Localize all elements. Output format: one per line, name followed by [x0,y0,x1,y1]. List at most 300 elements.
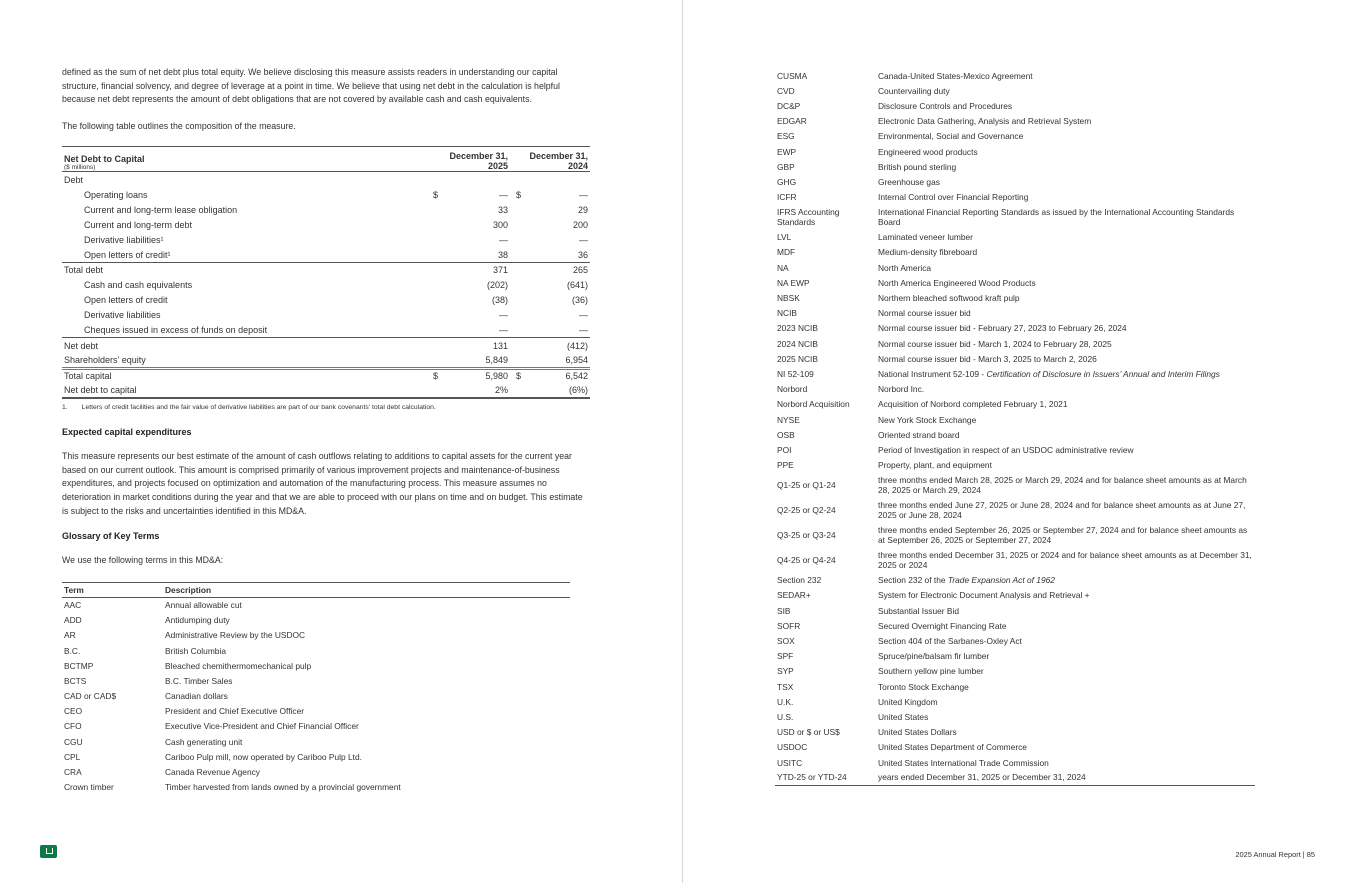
currency-2024 [510,308,534,323]
description-text: Engineered wood products [878,146,978,157]
glossary-row [775,740,1255,755]
glossary-term: GBP [777,161,795,172]
glossary-description [876,412,1255,427]
description-text: National Instrument 52-109 - [878,368,987,379]
description-text: three months ended June 27, 2025 or June 28, 2024 and for balance sheet amounts as at June 27, 2025 or June 28, 2024 [878,500,1246,521]
table-title: Net Debt to Capital [64,154,145,165]
glossary-description [876,190,1255,205]
glossary-row [62,673,570,688]
glossary-term: U.S. [777,711,794,722]
value-2024: 29 [577,204,588,215]
glossary-description [163,749,570,764]
glossary-heading: Glossary of Key Terms [62,531,160,542]
description-text: Property, plant, and equipment [878,460,992,471]
value-2025: — [499,310,508,321]
currency-2025 [431,247,455,262]
page-footer: 2025 Annual Report | 85 [1235,850,1315,859]
glossary-description [876,366,1255,381]
table-row [62,232,590,247]
row-label: Net debt [64,340,99,351]
description-text: Bleached chemithermomechanical pulp [165,660,312,671]
glossary-term: 2024 NCIB [777,338,818,349]
table-row [62,383,590,398]
description-text: British Columbia [165,645,226,656]
value-2024: (36) [571,295,588,306]
glossary-description [876,588,1255,603]
glossary-table-right [775,68,1255,786]
description-text: United States Dollars [878,727,957,738]
row-label: Open letters of credit [84,295,168,306]
glossary-term: NCIB [777,308,798,319]
currency-2024 [510,278,534,293]
glossary-term: USD or $ or US$ [777,727,840,738]
currency-2025 [431,217,455,232]
description-text: Norbord Inc. [878,384,925,395]
currency-2024 [510,293,534,308]
glossary-row [62,749,570,764]
row-label: Total capital [64,371,112,382]
glossary-row [775,382,1255,397]
currency-2025 [431,262,455,277]
description-text: B.C. Timber Sales [165,675,233,686]
glossary-term: SIB [777,605,791,616]
glossary-row [775,306,1255,321]
description-text: Normal course issuer bid [878,308,971,319]
glossary-description [876,382,1255,397]
currency-2024 [510,353,534,368]
glossary-row [775,397,1255,412]
glossary-row [775,174,1255,189]
glossary-description [876,740,1255,755]
glossary-row [775,351,1255,366]
glossary-row [775,548,1255,573]
glossary-row [62,597,570,612]
col-header-2025: December 31, 2025 [449,151,508,172]
currency-2024 [510,232,534,247]
glossary-description [876,679,1255,694]
glossary-row [775,633,1255,648]
glossary-row [775,442,1255,457]
right-page [775,68,1255,786]
glossary-description [163,780,570,795]
glossary-row [62,734,570,749]
glossary-description [876,649,1255,664]
value-2025: — [499,189,508,200]
description-text: Substantial Issuer Bid [878,605,960,616]
glossary-term: SOFR [777,620,801,631]
glossary-row [775,694,1255,709]
value-2025: 5,980 [485,371,508,382]
value-2025: — [499,234,508,245]
table-row [62,217,590,232]
glossary-term: Q3-25 or Q3-24 [777,530,836,541]
value-2025: (38) [491,295,508,306]
glossary-row [775,83,1255,98]
value-2025: 300 [492,219,508,230]
description-text: Medium-density fibreboard [878,247,978,258]
value-2025: 131 [492,340,508,351]
glossary-row [775,159,1255,174]
glossary-term: CFO [64,721,82,732]
glossary-term: ADD [64,615,82,626]
glossary-description [876,709,1255,724]
glossary-term: 2023 NCIB [777,323,818,334]
glossary-row [775,755,1255,770]
intro-paragraph: defined as the sum of net debt plus total equity. We believe disclosing this measure assists readers in understanding our capital structure, financial solvency, and degree of leverage at a point in time. We believe that using net debt in the calculation is helpful because net debt represents the amount of debt obligations that are not covered by available cash and cash equivalents. [62,67,560,105]
table-row [62,293,590,308]
description-text: Southern yellow pine lumber [878,666,984,677]
glossary-description [876,159,1255,174]
row-label: Current and long-term lease obligation [84,204,238,215]
table-row [62,308,590,323]
description-text: North America Engineered Wood Products [878,277,1036,288]
description-text: Environmental, Social and Governance [878,131,1024,142]
glossary-term: CUSMA [777,70,808,81]
currency-2024 [510,172,534,187]
glossary-row [775,427,1255,442]
currency-2025 [431,202,455,217]
currency-2024: $ [516,371,522,382]
glossary-row [775,709,1255,724]
currency-2024 [510,338,534,353]
value-2025: — [499,325,508,336]
glossary-description [876,83,1255,98]
footnote [62,404,590,411]
description-text: United States [878,711,929,722]
glossary-row [775,649,1255,664]
description-text: United States International Trade Commission [878,757,1049,768]
description-text: Cash generating unit [165,736,243,747]
glossary-term: 2025 NCIB [777,353,818,364]
footnote-number: 1. [62,404,68,412]
glossary-description [876,321,1255,336]
value-2024: — [579,189,588,200]
glossary-term: LVL [777,232,792,243]
glossary-term: DC&P [777,100,801,111]
glossary-row [775,523,1255,548]
description-text: New York Stock Exchange [878,414,977,425]
value-2024 [534,172,590,187]
glossary-row [775,498,1255,523]
glossary-description [876,523,1255,548]
glossary-description [876,290,1255,305]
glossary-description [876,230,1255,245]
glossary-term: CRA [64,767,82,777]
description-text: Executive Vice-President and Chief Financial Officer [165,721,359,732]
glossary-description [876,770,1255,785]
glossary-term: AAC [64,600,82,611]
description-text: Electronic Data Gathering, Analysis and Retrieval System [878,116,1092,127]
left-page [62,66,590,795]
currency-2024 [510,202,534,217]
table-row [62,278,590,293]
glossary-term: OSB [777,429,795,440]
description-text: Spruce/pine/balsam fir lumber [878,651,990,662]
glossary-description [876,633,1255,648]
glossary-description [163,734,570,749]
footnote-text: Letters of credit facilities and the fair value of derivative liabilities are part of our bank covenants' total debt calculation. [81,404,436,412]
currency-2025 [431,353,455,368]
glossary-row [775,412,1255,427]
glossary-term: POI [777,444,792,455]
company-logo-icon [40,845,57,858]
currency-2025 [431,323,455,338]
value-2024: 265 [572,265,588,276]
description-text: Normal course issuer bid - February 27, 2023 to February 26, 2024 [878,323,1127,334]
currency-2024 [510,383,534,398]
table-row [62,338,590,353]
glossary-row [775,679,1255,694]
glossary-term: BCTMP [64,660,94,671]
glossary-term: Q2-25 or Q2-24 [777,505,836,516]
glossary-row [775,573,1255,588]
capex-paragraph: This measure represents our best estimate of the amount of cash outflows relating to additions to capital assets for the current year based on our current outlook. This amount is comprised primarily of various improvement projects and maintenance-of-business expenditures, and projects focused on optimization and automation of the manufacturing process. This measure assumes no deterioration in market conditions during the year and that we are able to proceed with our plans on time and on budget. This estimate is subject to the risks and uncertainties identified in this MD&A. [62,451,583,516]
description-text: North America [878,262,932,273]
glossary-row [775,205,1255,230]
value-2024: — [579,310,588,321]
glossary-row [62,764,570,779]
glossary-description [163,628,570,643]
description-text: Disclosure Controls and Procedures [878,100,1013,111]
currency-2024 [510,262,534,277]
glossary-term: Norbord Acquisition [777,399,850,410]
description-text: years ended December 31, 2025 or December 31, 2024 [878,772,1086,783]
table-row [62,247,590,262]
glossary-term: GHG [777,176,797,187]
table-row [62,323,590,338]
glossary-row [62,643,570,658]
currency-2025 [431,172,455,187]
description-text: British pound sterling [878,161,957,172]
glossary-term: AR [64,630,76,641]
glossary-description [163,688,570,703]
description-text: Antidumping duty [165,615,230,626]
description-text: Annual allowable cut [165,600,242,611]
description-text: President and Chief Executive Officer [165,706,305,717]
glossary-term: NI 52-109 [777,368,814,379]
value-2025: (202) [486,280,508,291]
glossary-description [876,98,1255,113]
description-text: three months ended September 26, 2025 or September 27, 2024 and for balance sheet amounts as at September 26, 2025 or September 27, 2024 [878,525,1248,546]
glossary-description [876,174,1255,189]
glossary-term: SYP [777,666,794,677]
currency-2025: $ [433,371,439,382]
glossary-description [876,427,1255,442]
glossary-term: NA [777,262,789,273]
glossary-row [775,144,1255,159]
glossary-row [775,114,1255,129]
description-text: Normal course issuer bid - March 1, 2024 to February 28, 2025 [878,338,1112,349]
row-label: Derivative liabilities¹ [84,234,164,245]
description-text: three months ended March 28, 2025 or March 29, 2024 and for balance sheet amounts as at March 28, 2025 or March 29, 2024 [878,475,1247,496]
description-text: Northern bleached softwood kraft pulp [878,293,1020,304]
glossary-row [62,628,570,643]
description-text: Countervailing duty [878,85,950,96]
glossary-term: USDOC [777,742,808,753]
table-row [62,187,590,202]
description-header: Description [163,582,570,597]
row-label: Debt [64,174,84,185]
value-2025: 33 [497,204,508,215]
glossary-term: NYSE [777,414,800,425]
currency-2024: $ [516,189,522,200]
value-2024: — [579,234,588,245]
glossary-term: TSX [777,681,794,692]
glossary-row [62,704,570,719]
glossary-description [876,68,1255,83]
glossary-description [876,573,1255,588]
table-row [62,172,590,187]
glossary-description [876,275,1255,290]
glossary-row [775,190,1255,205]
glossary-row [775,290,1255,305]
row-label: Cheques issued in excess of funds on deposit [84,325,268,336]
description-text: United Kingdom [878,696,938,707]
glossary-term: MDF [777,247,796,258]
row-label: Total debt [64,265,104,276]
value-2024: (412) [566,340,588,351]
row-label: Net debt to capital [64,385,137,396]
description-text: Greenhouse gas [878,176,940,187]
glossary-row [775,588,1255,603]
glossary-description [876,755,1255,770]
glossary-row [775,366,1255,381]
glossary-row [775,603,1255,618]
currency-2025 [431,232,455,247]
glossary-description [163,704,570,719]
col-header-2024: December 31, 2024 [529,151,588,172]
glossary-description [876,306,1255,321]
description-italic: Trade Expansion Act of 1962 [947,575,1055,586]
row-label: Cash and cash equivalents [84,280,193,291]
currency-2024 [510,217,534,232]
description-text: System for Electronic Document Analysis and Retrieval + [878,590,1090,601]
glossary-row [775,458,1255,473]
currency-2025: $ [433,189,439,200]
value-2024: 200 [572,219,588,230]
glossary-description [876,114,1255,129]
glossary-row [62,719,570,734]
glossary-description [163,673,570,688]
glossary-description [876,351,1255,366]
glossary-row [775,336,1255,351]
glossary-term: Q4-25 or Q4-24 [777,555,836,566]
currency-2025 [431,278,455,293]
value-2024: 36 [577,249,588,260]
glossary-term: SEDAR+ [777,590,811,601]
glossary-description [163,719,570,734]
glossary-term: B.C. [64,645,81,656]
glossary-term: CGU [64,736,83,747]
glossary-description [876,129,1255,144]
table-unit: ($ millions) [64,164,96,172]
glossary-row [775,68,1255,83]
page-divider [682,0,683,883]
glossary-row [775,230,1255,245]
glossary-description [876,498,1255,523]
table-intro: The following table outlines the composition of the measure. [62,120,296,131]
glossary-description [876,694,1255,709]
glossary-term: ICFR [777,192,797,203]
description-text: Toronto Stock Exchange [878,681,969,692]
glossary-row [775,321,1255,336]
description-text: Cariboo Pulp mill, now operated by Cariboo Pulp Ltd. [165,751,362,762]
description-italic: Certification of Disclosure in Issuers’ Annual and Interim Filings [986,368,1220,379]
glossary-term: CEO [64,706,83,717]
glossary-term: NA EWP [777,277,810,288]
glossary-row [62,688,570,703]
glossary-row [775,129,1255,144]
description-text: Section 404 of the Sarbanes-Oxley Act [878,636,1022,647]
term-header: Term [62,582,163,597]
row-label: Current and long-term debt [84,219,193,230]
table-row [62,368,590,383]
glossary-term: IFRS Accounting Standards [777,207,840,228]
glossary-term: SOX [777,636,795,647]
description-text: Administrative Review by the USDOC [165,630,306,641]
glossary-description [876,442,1255,457]
glossary-description [876,548,1255,573]
value-2024: 6,954 [565,354,588,365]
description-text: Oriented strand board [878,429,960,440]
value-2024: — [579,325,588,336]
glossary-term: CAD or CAD$ [64,691,117,702]
glossary-term: CPL [64,751,81,762]
glossary-row [775,664,1255,679]
glossary-term: EWP [777,146,797,157]
glossary-term: Norbord [777,384,808,395]
row-label: Operating loans [84,189,148,200]
glossary-row [775,98,1255,113]
value-2025: 38 [497,249,508,260]
glossary-term: U.K. [777,696,794,707]
description-text: Canada Revenue Agency [165,767,260,777]
glossary-description [876,603,1255,618]
description-text: Period of Investigation in respect of an USDOC administrative review [878,444,1134,455]
glossary-term: SPF [777,651,794,662]
glossary-description [876,397,1255,412]
glossary-term: ESG [777,131,795,142]
glossary-description [876,473,1255,498]
glossary-term: CVD [777,85,795,96]
row-label: Derivative liabilities [84,310,161,321]
glossary-description [876,245,1255,260]
glossary-term: Section 232 [777,575,822,586]
glossary-row [775,770,1255,785]
glossary-row [62,658,570,673]
glossary-intro: We use the following terms in this MD&A: [62,555,224,566]
net-debt-table [62,146,590,399]
glossary-table-left [62,582,570,795]
table-row [62,353,590,368]
glossary-description [876,205,1255,230]
description-text: three months ended December 31, 2025 or 2024 and for balance sheet amounts as at December 31, 2025 or 2024 [878,550,1252,571]
glossary-term: Q1-25 or Q1-24 [777,480,836,491]
glossary-term: PPE [777,460,794,471]
description-text: Internal Control over Financial Reporting [878,192,1029,203]
value-2025: 2% [494,385,508,396]
glossary-description [876,618,1255,633]
glossary-description [163,764,570,779]
value-2025 [455,172,510,187]
description-text: Acquisition of Norbord completed February 1, 2021 [878,399,1068,410]
glossary-term: Crown timber [64,782,114,793]
glossary-row [775,275,1255,290]
glossary-term: NBSK [777,293,800,304]
value-2025: 371 [492,265,508,276]
currency-2024 [510,247,534,262]
glossary-row [62,780,570,795]
